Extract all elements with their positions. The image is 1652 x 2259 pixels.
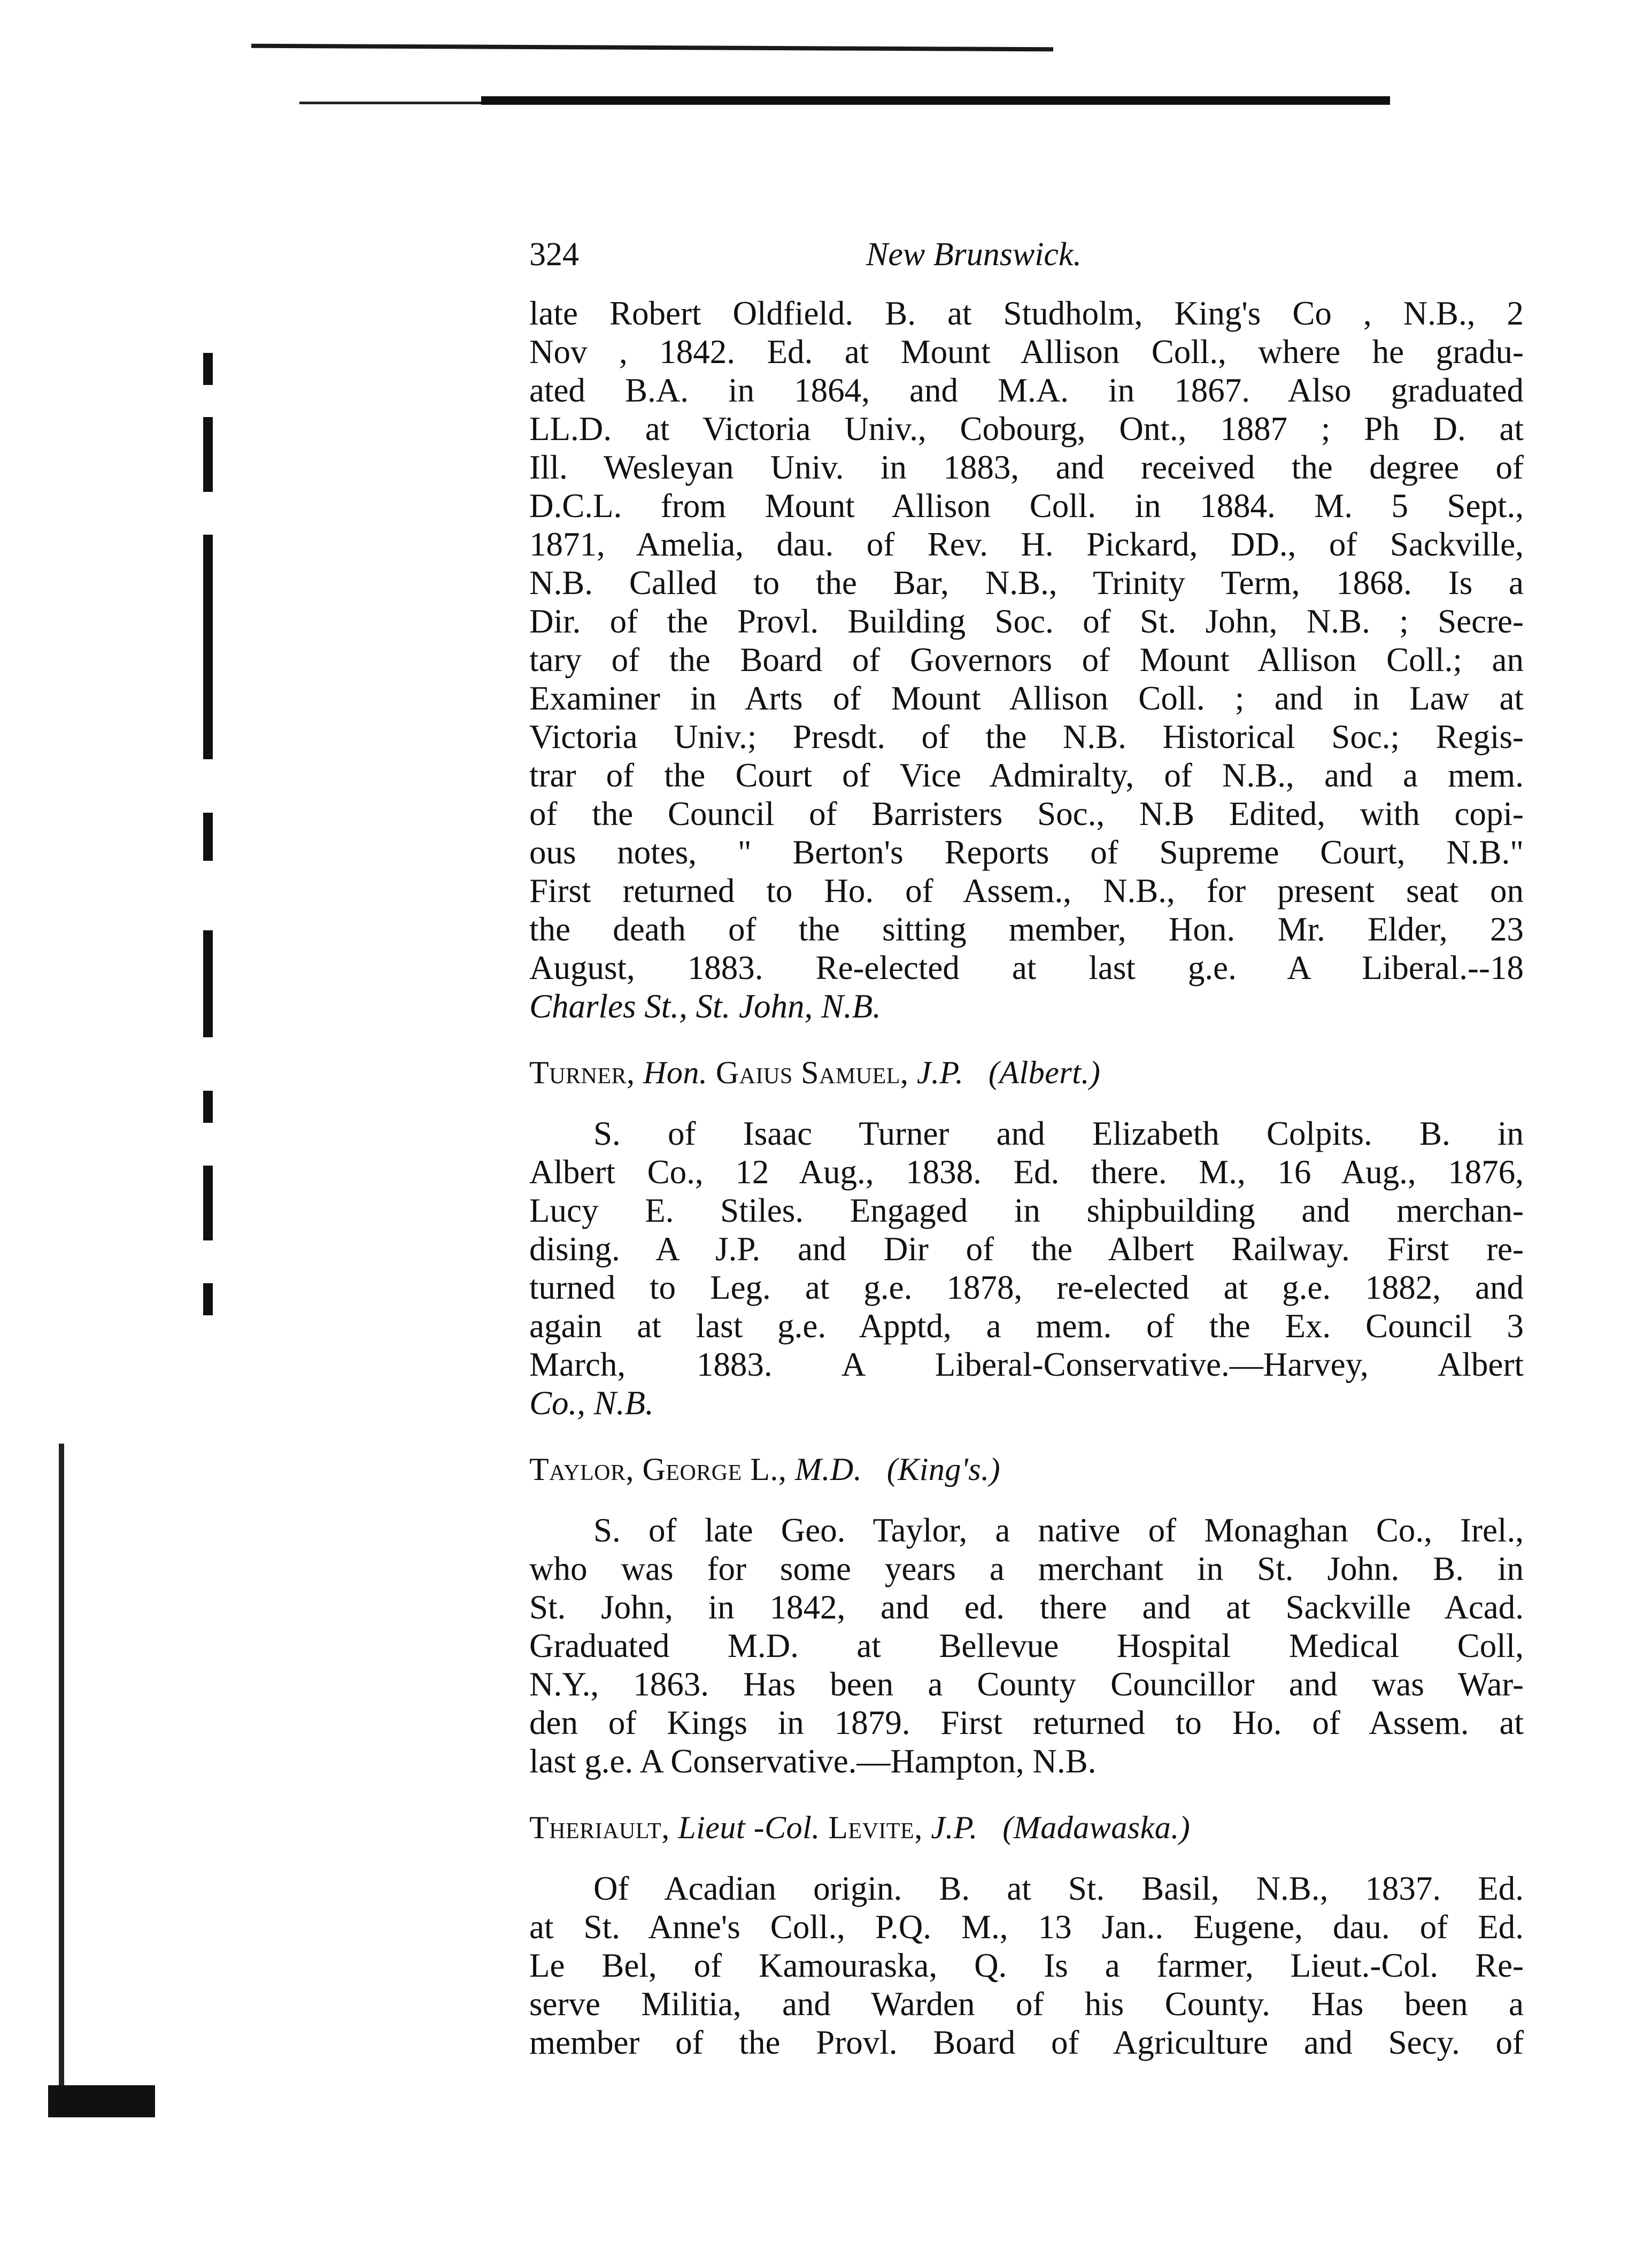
text-line: Dir. of the Provl. Building Soc. of St. John, N.B. ; Secre- [529, 603, 1524, 640]
text-line: den of Kings in 1879. First returned to Ho. of Assem. at [529, 1704, 1524, 1741]
text-line: N.Y., 1863. Has been a County Councillor and was War- [529, 1666, 1524, 1703]
entry-surname: Theriault, [529, 1810, 670, 1845]
text-line: Le Bel, of Kamouraska, Q. Is a farmer, Lieut.-Col. Re- [529, 1947, 1524, 1984]
entry-suffix: J.P. [916, 1055, 964, 1090]
text-line: Examiner in Arts of Mount Allison Coll. ; and in Law at [529, 680, 1524, 717]
scan-rule-thick [481, 96, 1390, 105]
entry-given-names: George L., [642, 1452, 787, 1487]
running-title: New Brunswick. [866, 236, 1082, 273]
text-line: March, 1883. A Liberal-Conservative.—Harvey, Albert [529, 1346, 1524, 1383]
text-line: S. of Isaac Turner and Elizabeth Colpits. B. in [593, 1115, 1524, 1152]
page-number: 324 [529, 236, 579, 273]
scan-rule-top [251, 44, 1053, 52]
text-line: 1871, Amelia, dau. of Rev. H. Pickard, DD., of Sackville, [529, 526, 1524, 563]
entry-suffix: J.P. [931, 1810, 978, 1845]
text-line: who was for some years a merchant in St. John. B. in [529, 1550, 1524, 1587]
entry-given-names: Levite, [828, 1810, 923, 1845]
entry-surname: Taylor, [529, 1452, 634, 1487]
text-line: First returned to Ho. of Assem., N.B., for present seat on [529, 872, 1524, 909]
text-line: tary of the Board of Governors of Mount Allison Coll.; an [529, 641, 1524, 679]
entry-taylor [529, 1450, 1524, 1780]
text-line: Ill. Wesleyan Univ. in 1883, and received the degree of [529, 449, 1524, 486]
text-line: late Robert Oldfield. B. at Studholm, King's Co , N.B., 2 [529, 295, 1524, 332]
entry-constituency: (Madawaska.) [1002, 1810, 1191, 1845]
address-line: Co., N.B. [529, 1384, 654, 1422]
scan-left-edge [192, 331, 219, 1989]
scan-base-mark [48, 2085, 155, 2117]
entry-surname: Turner, [529, 1055, 635, 1090]
text-line: dising. A J.P. and Dir of the Albert Railway. First re- [529, 1230, 1524, 1268]
entry-constituency: (Albert.) [988, 1055, 1101, 1090]
entry-given-names: Gaius Samuel, [715, 1055, 909, 1090]
address-line: Charles St., St. John, N.B. [529, 988, 881, 1025]
scan-rule-thin [299, 102, 481, 104]
entry-theriault [529, 1808, 1524, 2062]
entry-honorific: Hon. [643, 1055, 708, 1090]
text-line: at St. Anne's Coll., P.Q. M., 13 Jan.. Eugene, dau. of Ed. [529, 1908, 1524, 1946]
entry-heading [529, 1808, 1524, 1847]
text-line: D.C.L. from Mount Allison Coll. in 1884. M. 5 Sept., [529, 487, 1524, 525]
entry-suffix: M.D. [794, 1452, 862, 1487]
text-line: S. of late Geo. Taylor, a native of Monaghan Co., Irel., [593, 1512, 1524, 1549]
text-line: August, 1883. Re-elected at last g.e. A Liberal.--18 [529, 949, 1524, 986]
entry-constituency: (King's.) [886, 1452, 1001, 1487]
text-line: LL.D. at Victoria Univ., Cobourg, Ont., 1887 ; Ph D. at [529, 410, 1524, 448]
text-line: of the Council of Barristers Soc., N.B Edited, with copi- [529, 795, 1524, 832]
text-line: the death of the sitting member, Hon. Mr. Elder, 23 [529, 911, 1524, 948]
text-line: turned to Leg. at g.e. 1878, re-elected at g.e. 1882, and [529, 1269, 1524, 1306]
text-line: ated B.A. in 1864, and M.A. in 1867. Also graduated [529, 372, 1524, 409]
entry-turner [529, 1053, 1524, 1422]
address-line: last g.e. A Conservative.—Hampton, N.B. [529, 1743, 1097, 1780]
text-line: trar of the Court of Vice Admiralty, of N.B., and a mem. [529, 757, 1524, 794]
continuation-entry [529, 294, 1524, 1026]
text-line: St. John, in 1842, and ed. there and at Sackville Acad. [529, 1589, 1524, 1626]
text-line: ous notes, " Berton's Reports of Supreme Court, N.B." [529, 834, 1524, 871]
running-head [529, 235, 1524, 283]
text-line: Nov , 1842. Ed. at Mount Allison Coll., where he gradu- [529, 333, 1524, 371]
scan-left-line [59, 1444, 64, 2085]
text-line: N.B. Called to the Bar, N.B., Trinity Term, 1868. Is a [529, 564, 1524, 602]
text-line: Graduated M.D. at Bellevue Hospital Medical Coll, [529, 1627, 1524, 1664]
book-page [529, 235, 1524, 2062]
entry-heading [529, 1053, 1524, 1092]
text-line: again at last g.e. Apptd, a mem. of the Ex. Council 3 [529, 1307, 1524, 1345]
text-line: Of Acadian origin. B. at St. Basil, N.B., 1837. Ed. [593, 1870, 1524, 1907]
entry-honorific: Lieut -Col. [678, 1810, 820, 1845]
text-line: Lucy E. Stiles. Engaged in shipbuilding and merchan- [529, 1192, 1524, 1229]
text-line: Albert Co., 12 Aug., 1838. Ed. there. M., 16 Aug., 1876, [529, 1153, 1524, 1191]
text-line: member of the Provl. Board of Agriculture and Secy. of [529, 2024, 1524, 2061]
text-line: Victoria Univ.; Presdt. of the N.B. Historical Soc.; Regis- [529, 718, 1524, 755]
entry-heading [529, 1450, 1524, 1489]
text-line: serve Militia, and Warden of his County. Has been a [529, 1985, 1524, 2023]
